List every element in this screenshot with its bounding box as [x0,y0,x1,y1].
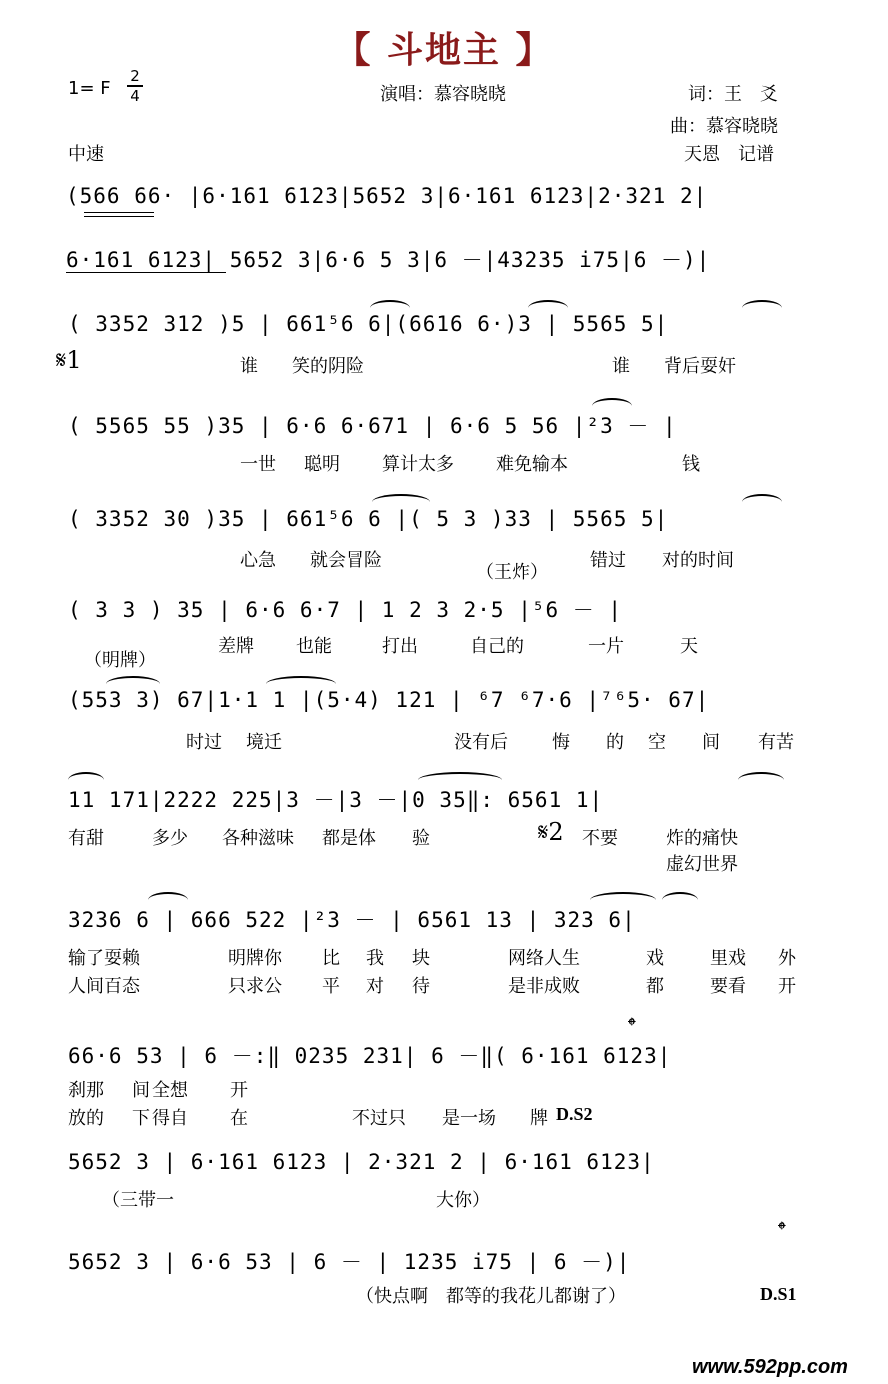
lyricist-credit: 词：王 爻 [688,84,778,105]
lyric: 下 [132,1108,150,1129]
lyric: 明牌你 [228,948,282,969]
lyric: 里戏 [710,948,746,969]
segno-2-icon: 𝄋2 [538,818,564,846]
dal-segno-2: D.S2 [556,1104,593,1124]
lyric: 人间百态 [68,976,140,997]
composer-credit: 曲：慕容晓晓 [670,116,778,137]
lyric: 平 [322,976,340,997]
lyric: 聪明 [304,454,340,475]
lyric: 一片 [588,636,624,657]
lyric: 都是体 [322,828,376,849]
song-title: 【 斗地主 】 [334,30,554,71]
lyric: 各种滋味 [222,828,294,849]
time-sig-top: 2 [130,67,140,85]
lyric: 戏 [646,948,664,969]
lyric: 虚幻世界 [666,854,738,875]
lyric: 输了耍赖 [68,948,140,969]
transcriber-credit: 天恩 记谱 [684,144,774,165]
lyric: 一世 [240,454,276,475]
lyric: 对 [366,976,384,997]
lyric: 自己的 [470,636,524,657]
lyric: 谁 [612,356,630,377]
notation-line-6: ( 3 3 ) 35 | 6·6 6·7 | 1 2 3 2·5 |⁵6 － | [68,598,623,622]
lyric: 难免输本 [496,454,568,475]
lyric: 不过只 [352,1108,406,1129]
lyric: 有甜 [68,828,104,849]
lyric: 大你） [436,1190,490,1211]
lyric: 网络人生 [508,948,580,969]
dal-segno-1: D.S1 [760,1284,797,1304]
notation-line-1: (566 66· |6·161 6123|5652 3|6·161 6123|2·321 2| [66,184,708,208]
lyric: 心急 [240,550,276,571]
lyric: 间 [702,732,720,753]
watermark: www.592pp.com [692,1356,848,1378]
lyric: 开 [230,1080,248,1101]
lyric: 炸的痛快 [666,828,738,849]
lyric: 是一场 [442,1108,496,1129]
lyric: （三带一 [102,1190,174,1211]
lyric: 要看 [710,976,746,997]
lyric: 外 [778,948,796,969]
lyric: 背后耍奸 [664,356,736,377]
lyric: 是非成败 [508,976,580,997]
segno-1-icon: 𝄋1 [56,346,82,374]
lyric: 不要 [582,828,618,849]
notation-line-10: 66·6 53 | 6 －:‖ 0235 231| 6 －‖( 6·161 6123| [68,1044,672,1068]
lyric: 都 [646,976,664,997]
lyric: 牌 [530,1108,548,1129]
lyric: 的 [606,732,624,753]
lyric: 时过 [186,732,222,753]
lyric: 对的时间 [662,550,734,571]
lyric: 错过 [590,550,626,571]
lyric: 验 [412,828,430,849]
time-sig-bottom: 4 [130,87,140,105]
notation-line-4: ( 5565 55 )35 | 6·6 6·671 | 6·6 5 56 |²3 － | [68,414,677,438]
lyric: 就会冒险 [310,550,382,571]
lyric: 没有后 [454,732,508,753]
lyric: 开 [778,976,796,997]
notation-line-5: ( 3352 30 )35 | 661⁵6 6 |( 5 3 )33 | 5565 5| [68,507,669,531]
lyric: 放的 [68,1108,104,1129]
notation-line-7: (553 3) 67|1·1 1 |(5·4) 121 | ⁶7 ⁶7·6 |⁷⁶5· 67| [68,688,710,712]
coda-symbol-icon: 𝄌 [628,1014,636,1039]
lyric: 有苦 [758,732,794,753]
notation-line-9: 3236 6 | 666 522 |²3 － | 6561 13 | 323 6| [68,908,636,932]
lyric: 比 [322,948,340,969]
lyric: 间 [132,1080,150,1101]
lyric: 境迁 [246,732,282,753]
lyric: 块 [412,948,430,969]
lyric: 多少 [152,828,188,849]
lyric: 只求公 [228,976,282,997]
lyric: （王炸） [476,562,548,583]
notation-line-8: 11 171|2222 225|3 －|3 －|0 35‖: 6561 1| [68,788,604,812]
notation-line-11: 5652 3 | 6·161 6123 | 2·321 2 | 6·161 6123| [68,1150,655,1174]
lyric: 算计太多 [382,454,454,475]
lyric: （明牌） [84,650,156,671]
lyric: 待 [412,976,430,997]
lyric: 天 [680,636,698,657]
lyric: 悔 [552,732,570,753]
lyric: 差牌 [218,636,254,657]
lyric: 全想 [152,1080,188,1101]
notation-line-2: 6·161 6123| 5652 3|6·6 5 3|6 －|43235 i75|6 －)| [66,248,711,272]
lyric: 空 [648,732,666,753]
key-signature: 1= F [68,78,111,99]
lyric: 在 [230,1108,248,1129]
lyric: 也能 [296,636,332,657]
time-signature [127,68,143,104]
lyric: 钱 [682,454,700,475]
singer-credit: 演唱：慕容晓晓 [380,84,506,105]
coda-symbol-end-icon: 𝄌 [778,1218,786,1243]
notation-line-3: ( 3352 312 )5 | 661⁵6 6|(6616 6·)3 | 5565 5| [68,312,669,336]
lyric: 我 [366,948,384,969]
lyric: 谁 [240,356,258,377]
lyric: 得自 [152,1108,188,1129]
tempo-marking: 中速 [68,144,104,165]
lyric: 打出 [382,636,418,657]
lyric: 刹那 [68,1080,104,1101]
lyric: 笑的阴险 [292,356,364,377]
notation-line-12: 5652 3 | 6·6 53 | 6 － | 1235 i75 | 6 －)| [68,1250,631,1274]
lyric: （快点啊 都等的我花儿都谢了） [356,1286,626,1307]
